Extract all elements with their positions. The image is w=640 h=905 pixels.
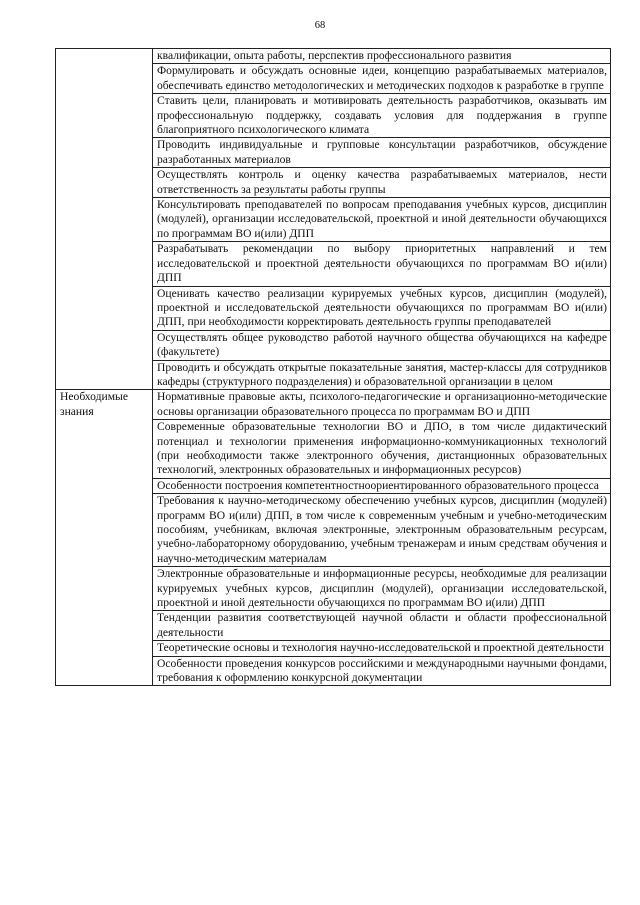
table-cell: Формулировать и обсуждать основные идеи, концепцию разрабатываемых материалов, обеспечивать единство методологических и методических подходов к разработке в группе: [153, 64, 611, 94]
page-number: 68: [314, 20, 326, 31]
table-cell: Осуществлять общее руководство работой научного общества обучающихся на кафедре (факультете): [153, 330, 611, 360]
table-cell: Разрабатывать рекомендации по выбору приоритетных направлений и тем исследовательской и проектной деятельности обучающихся по программам ВО и(или) ДПП: [153, 242, 611, 286]
table-cell: Ставить цели, планировать и мотивировать деятельность разработчиков, оказывать им профессиональную поддержку, создавать условия для поддержания в группе благоприятного психологического климата: [153, 94, 611, 138]
table-cell: Проводить индивидуальные и групповые консультации разработчиков, обсуждение разработанных материалов: [153, 138, 611, 168]
table-cell: Осуществлять контроль и оценку качества разрабатываемых материалов, нести ответственность за результаты работы группы: [153, 168, 611, 198]
table-cell: Проводить и обсуждать открытые показательные занятия, мастер-классы для сотрудников кафедры (структурного подразделения) и образовательной организации в целом: [153, 360, 611, 390]
table-cell: Особенности построения компетентностноориентированного образовательного процесса: [153, 478, 611, 493]
table-cell: Тенденции развития соответствующей научной области и области профессиональной деятельности: [153, 611, 611, 641]
table-cell: Особенности проведения конкурсов российскими и международными научными фондами, требования к оформлению конкурсной документации: [153, 656, 611, 686]
table-body: [56, 49, 611, 686]
table-row: [56, 390, 611, 420]
table-cell: Нормативные правовые акты, психолого-педагогические и организационно-методические основы организации образовательного процесса по программам ВО и ДПП: [153, 390, 611, 420]
section-label: [56, 49, 153, 390]
section-label: Необходимые знания: [56, 390, 153, 686]
table-cell: Теоретические основы и технология научно-исследовательской и проектной деятельности: [153, 641, 611, 656]
table-cell: Консультировать преподавателей по вопросам преподавания учебных курсов, дисциплин (модулей), организации исследовательской, проектной и иной деятельности обучающихся по программам ВО и(или) ДПП: [153, 198, 611, 242]
table-cell: Оценивать качество реализации курируемых учебных курсов, дисциплин (модулей), проектной и исследовательской деятельности обучающихся по программам ВО и(или) ДПП, при необходимости корректировать деятельность группы преподавателей: [153, 286, 611, 330]
table-row: [56, 49, 611, 64]
table-cell: Требования к научно-методическому обеспечению учебных курсов, дисциплин (модулей) программ ВО и(или) ДПП, в том числе к современным учебным и учебно-методическим пособиям, учебникам, включая электронные, электронным образовательным ресурсам, учебно-лабораторному оборудованию, учебным тренажерам и иным средствам обучения и научно-методическим материалам: [153, 494, 611, 567]
table-cell: квалификации, опыта работы, перспектив профессионального развития: [153, 49, 611, 64]
competency-table: [55, 48, 611, 686]
table-cell: Электронные образовательные и информационные ресурсы, необходимые для реализации курируемых учебных курсов, дисциплин (модулей), организации исследовательской, проектной и иной деятельности обучающихся по программам ВО и(или) ДПП: [153, 567, 611, 611]
table-cell: Современные образовательные технологии ВО и ДПО, в том числе дидактический потенциал и технологии применения информационно-коммуникационных технологий (при необходимости также электронного обучения, дистанционных образовательных технологий, электронных образовательных и информационных ресурсов): [153, 420, 611, 479]
